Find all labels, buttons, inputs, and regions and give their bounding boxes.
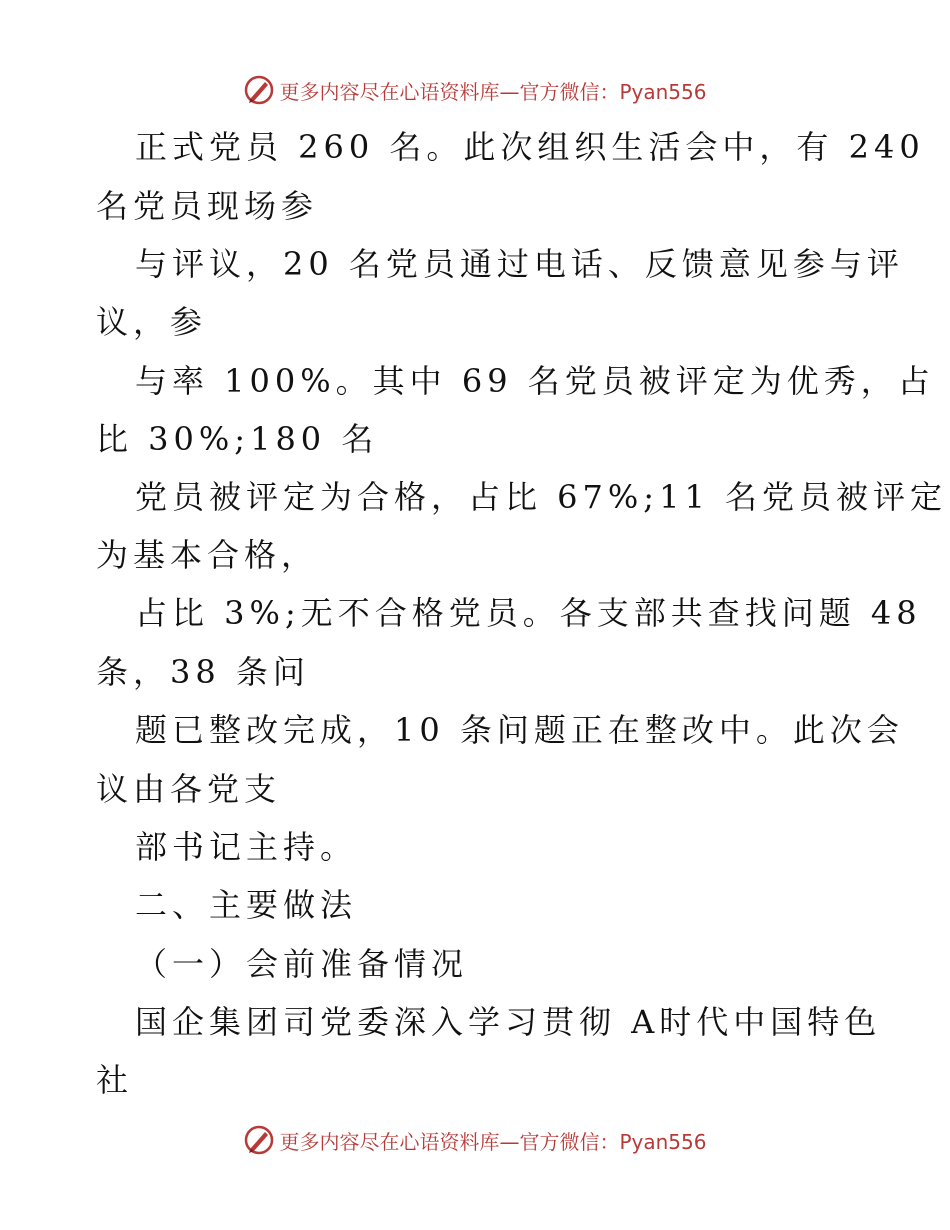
pen-logo-icon — [243, 1124, 275, 1156]
subsection-heading: （一）会前准备情况 — [135, 945, 469, 983]
body-line-3: 与评议，20 名党员通过电话、反馈意见参与评 — [135, 245, 904, 283]
body-line-13: 部书记主持。 — [135, 828, 358, 866]
body-line-11: 题已整改完成，10 条问题正在整改中。此次会 — [135, 711, 904, 749]
body-line-1: 正式党员 260 名。此次组织生活会中，有 240 — [135, 128, 925, 166]
body-line-8: 为基本合格， — [96, 536, 319, 574]
watermark-text: 更多内容尽在心语资料库—官方微信：Pyan556 — [279, 1129, 707, 1154]
body-line-10: 条，38 条问 — [96, 653, 310, 691]
body-line-16: 国企集团司党委深入学习贯彻 A时代中国特色 — [135, 1003, 882, 1041]
section-heading: 二、主要做法 — [135, 886, 358, 924]
footer-watermark — [0, 1120, 950, 1160]
watermark-text: 更多内容尽在心语资料库—官方微信：Pyan556 — [279, 79, 707, 104]
body-line-5: 与率 100%。其中 69 名党员被评定为优秀，占 — [135, 362, 935, 400]
body-line-12: 议由各党支 — [96, 770, 282, 808]
body-line-2: 名党员现场参 — [96, 187, 319, 225]
body-line-17: 社 — [96, 1061, 134, 1099]
body-line-7: 党员被评定为合格，占比 67%;11 名党员被评定 — [135, 478, 947, 516]
header-watermark — [0, 70, 950, 110]
pen-logo-icon — [243, 74, 275, 106]
body-line-4: 议，参 — [96, 303, 208, 341]
body-line-6: 比 30%;180 名 — [96, 420, 379, 458]
body-line-9: 占比 3%;无不合格党员。各支部共查找问题 48 — [135, 594, 922, 632]
